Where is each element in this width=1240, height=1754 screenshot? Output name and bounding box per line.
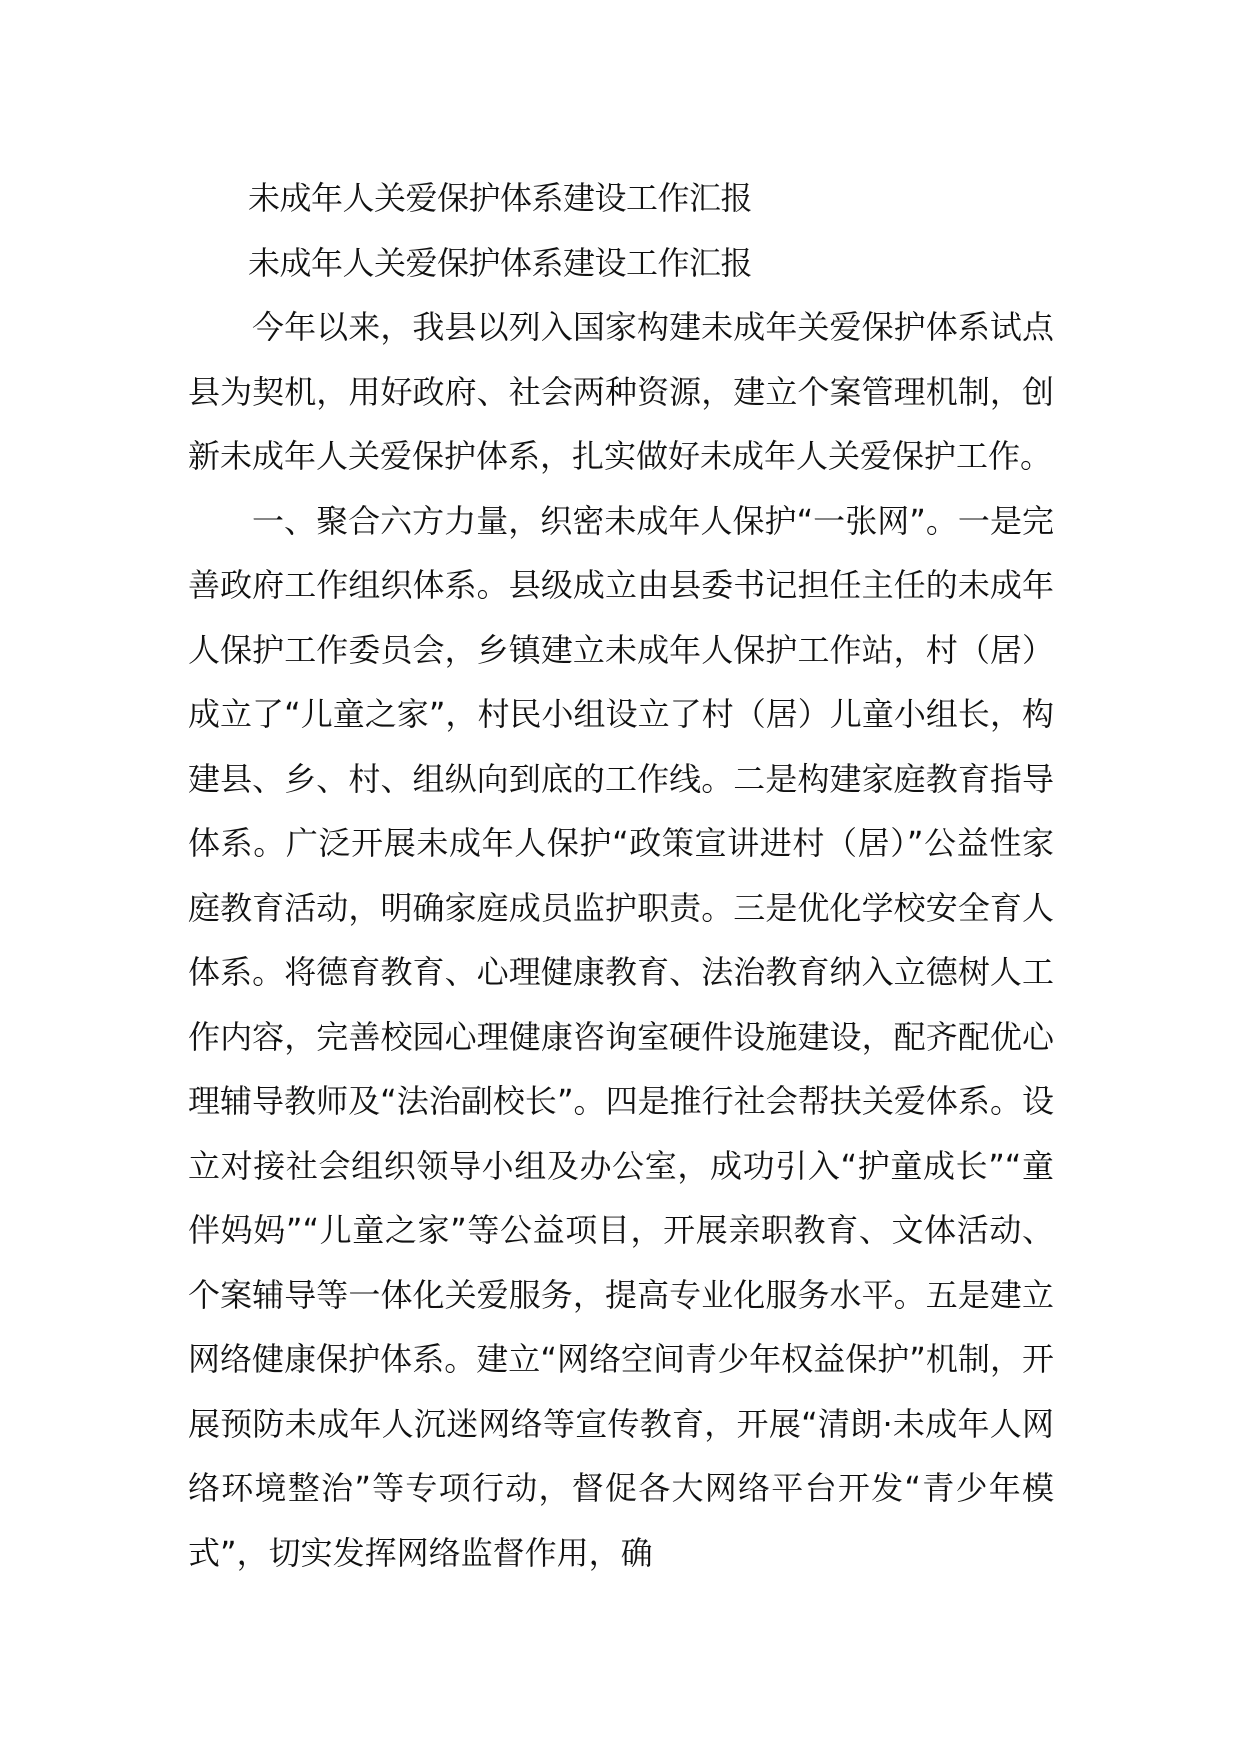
paragraph-intro: 今年以来，我县以列入国家构建未成年关爱保护体系试点县为契机，用好政府、社会两种资源，建立个案管理机制，创新未成年人关爱保护体系，扎实做好未成年人关爱保护工作。: [188, 308, 1054, 475]
paragraph-section-one: 一、聚合六方力量，织密未成年人保护“一张网”。一是完善政府工作组织体系。县级成立由县委书记担任主任的未成年人保护工作委员会，乡镇建立未成年人保护工作站，村（居）成立了“儿童之家”，村民小组设立了村（居）儿童小组长，构建县、乡、村、组纵向到底的工作线。二是构建家庭教育指导体系。广泛开展未成年人保护“政策宣讲进村（居）”公益性家庭教育活动，明确家庭成员监护职责。三是优化学校安全育人体系。将德育教育、心理健康教育、法治教育纳入立德树人工作内容，完善校园心理健康咨询室硬件设施建设，配齐配优心理辅导教师及“法治副校长”。四是推行社会帮扶关爱体系。设立对接社会组织领导小组及办公室，成功引入“护童成长”“童伴妈妈”“儿童之家”等公益项目，开展亲职教育、文体活动、个案辅导等一体化关爱服务，提高专业化服务水平。五是建立网络健康保护体系。建立“网络空间青少年权益保护”机制，开展预防未成年人沉迷网络等宣传教育，开展“清朗·未成年人网络环境整治”等专项行动，督促各大网络平台开发“青少年模式”，切实发挥网络监督作用，确: [188, 501, 1054, 1572]
document-body: [188, 166, 1054, 1585]
document-subtitle: 未成年人关爱保护体系建设工作汇报: [248, 243, 753, 282]
document-title: 未成年人关爱保护体系建设工作汇报: [248, 179, 753, 217]
